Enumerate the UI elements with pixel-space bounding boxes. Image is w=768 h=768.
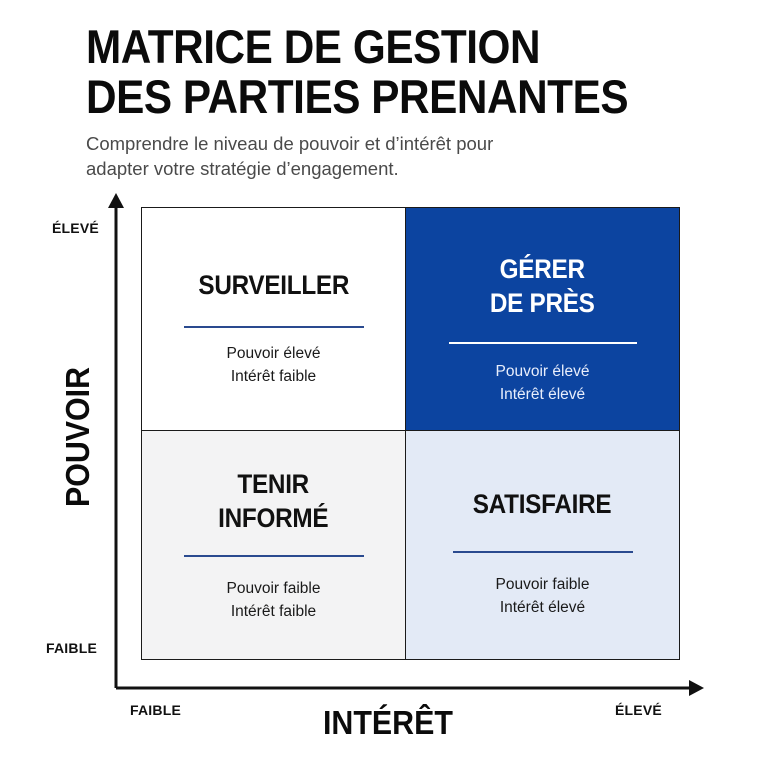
x-axis-title: INTÉRÊT (323, 704, 453, 741)
quadrant-title-line-2: DE PRÈS (490, 288, 595, 318)
y-axis-high-label: ÉLEVÉ (52, 220, 99, 236)
quadrant-desc-line-2: Intérêt faible (230, 368, 317, 385)
quadrant-description (496, 573, 590, 619)
quadrant-desc-line-2: Intérêt élevé (499, 386, 586, 403)
quadrant-desc-line-1: Pouvoir faible (495, 576, 590, 593)
quadrant-divider (449, 342, 637, 344)
y-axis-low-label: FAIBLE (46, 640, 97, 656)
quadrant-surveiller (141, 207, 406, 431)
quadrant-title (490, 252, 595, 320)
x-axis-low-label: FAIBLE (130, 702, 181, 718)
quadrant-divider (184, 326, 364, 328)
quadrant-desc-line-1: Pouvoir élevé (226, 345, 321, 362)
quadrant-divider (184, 555, 364, 557)
x-axis-high-label: ÉLEVÉ (615, 702, 662, 718)
subtitle-line-1: Comprendre le niveau de pouvoir et d’intérêt pour (86, 133, 494, 154)
quadrant-title-line-2: INFORMÉ (218, 503, 329, 533)
quadrant-desc-line-1: Pouvoir élevé (495, 363, 590, 380)
quadrant-title (198, 268, 349, 302)
title-line-1: MATRICE DE GESTION (86, 20, 541, 73)
quadrant-description (496, 360, 590, 406)
quadrant-title-line-1: SATISFAIRE (473, 489, 612, 519)
x-axis-arrow (689, 680, 704, 696)
quadrant-satisfaire (405, 430, 680, 660)
quadrant-title (218, 467, 328, 535)
quadrant-desc-line-2: Intérêt élevé (499, 599, 586, 616)
quadrant-title-line-1: SURVEILLER (198, 270, 349, 300)
quadrant-description (227, 342, 321, 388)
quadrant-tenir-informe (141, 430, 406, 660)
quadrant-divider (453, 551, 633, 553)
quadrant-title-line-1: TENIR (237, 469, 310, 499)
y-axis-title: POUVOIR (59, 366, 96, 508)
quadrant-gerer-de-pres (405, 207, 680, 431)
quadrant-title-line-1: GÉRER (499, 254, 586, 284)
quadrant-desc-line-2: Intérêt faible (230, 603, 317, 620)
quadrant-desc-line-1: Pouvoir faible (226, 580, 321, 597)
quadrant-title (473, 487, 612, 521)
y-axis-arrow (108, 193, 124, 208)
subtitle-line-2: adapter votre stratégie d’engagement. (86, 158, 399, 179)
quadrant-description (227, 577, 321, 623)
title-line-2: DES PARTIES PRENANTES (86, 70, 629, 123)
